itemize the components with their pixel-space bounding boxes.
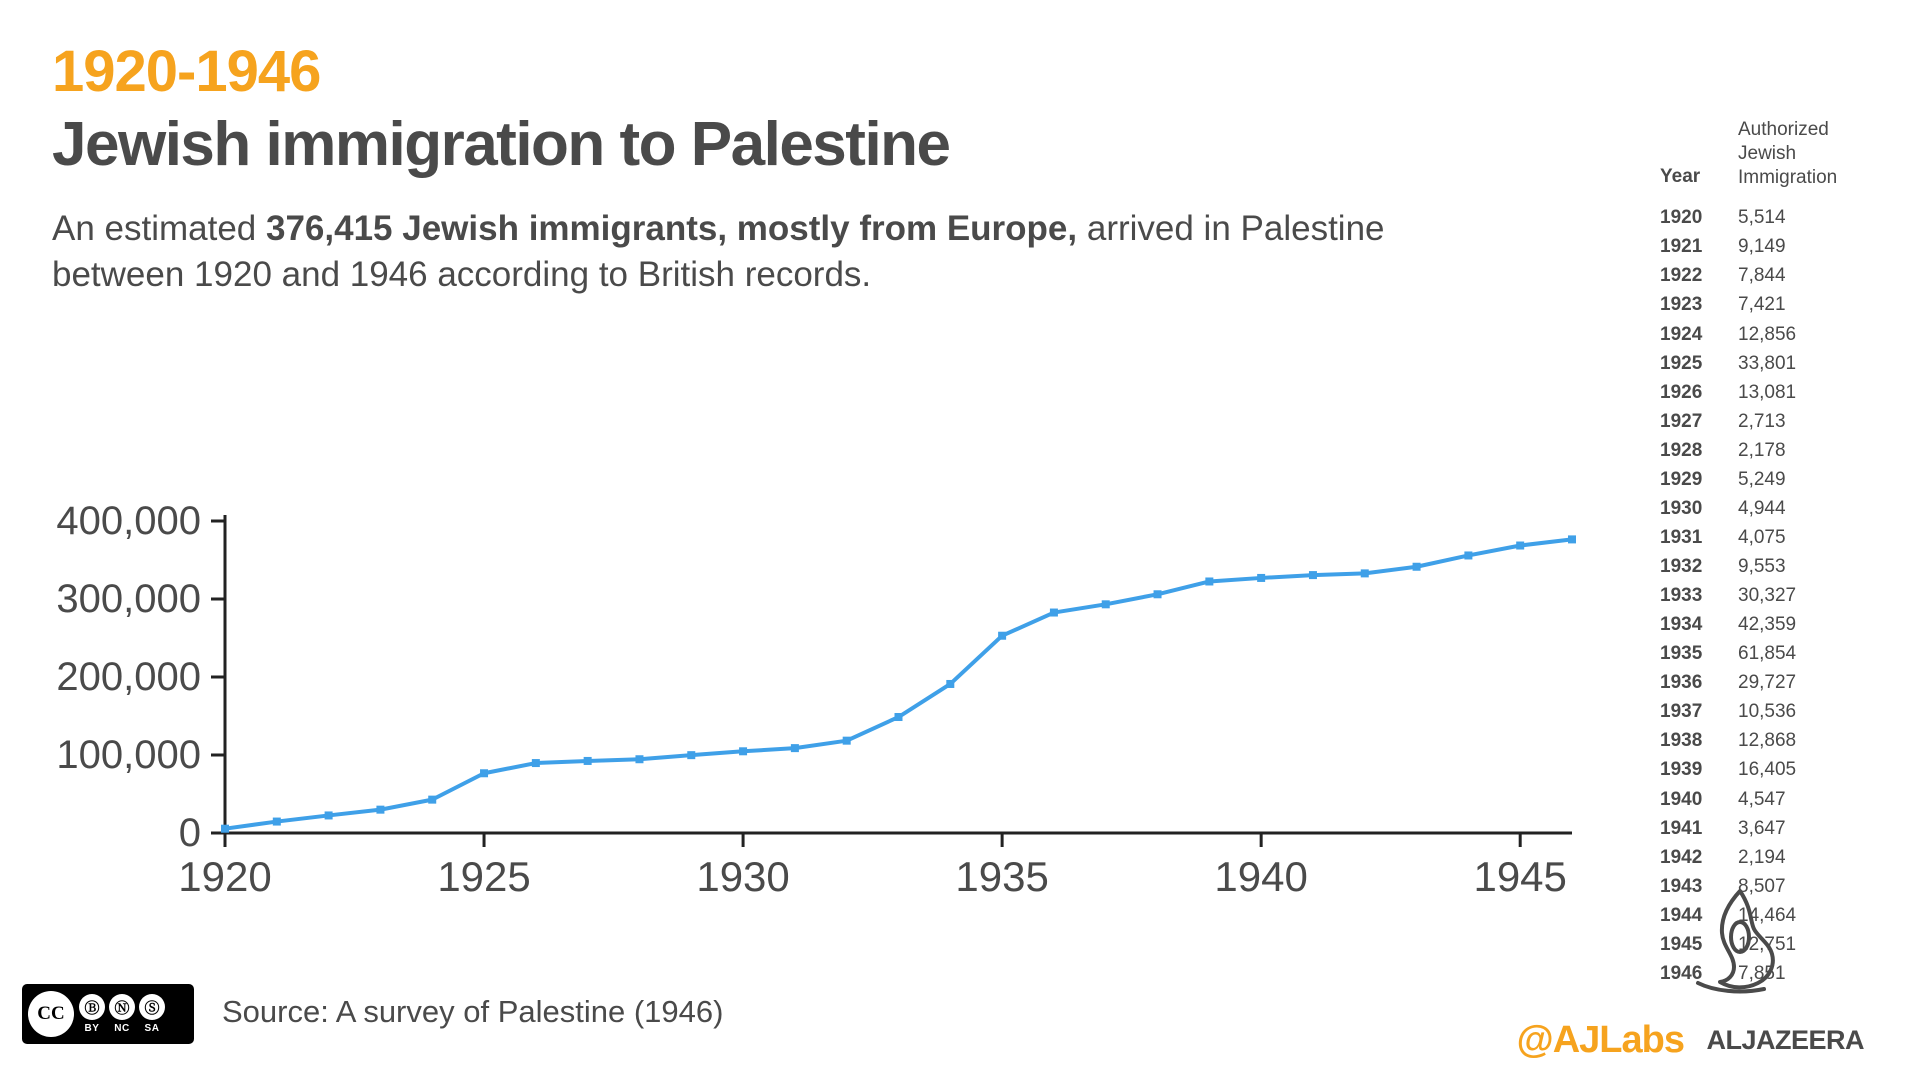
cc-sa-icon: Ⓢ SA (139, 994, 165, 1034)
data-point-marker (428, 796, 436, 804)
table-cell-year: 1927 (1660, 410, 1703, 432)
series-line (225, 539, 1572, 828)
table-cell-year: 1925 (1660, 352, 1703, 374)
x-axis-label: 1930 (696, 853, 790, 900)
y-axis-label: 300,000 (56, 577, 201, 621)
table-cell-year: 1936 (1660, 672, 1703, 694)
data-point-marker (1309, 571, 1317, 579)
table-row (1660, 494, 1890, 523)
table-row (1660, 378, 1890, 407)
table-header (1660, 118, 1890, 189)
cc-icon: CC (28, 991, 74, 1037)
table-row (1660, 843, 1890, 872)
table-cell-value: 9,149 (1738, 236, 1786, 258)
aljazeera-wordmark: ALJAZEERA (1706, 1025, 1864, 1055)
table-row (1660, 581, 1890, 610)
table-cell-value: 33,801 (1738, 352, 1797, 374)
table-row (1660, 552, 1890, 581)
data-point-marker (635, 755, 643, 763)
table-header-year: Year (1660, 166, 1701, 188)
data-point-marker (584, 757, 592, 765)
subtitle-suffix: arrived in Palestine between 1920 and 1946 according to British records. (52, 209, 1385, 295)
aljazeera-logo-icon (1680, 885, 1800, 995)
table-cell-value: 29,727 (1738, 672, 1797, 694)
data-point-marker (843, 737, 851, 745)
cc-license-icons (79, 994, 165, 1034)
data-point-marker (1102, 600, 1110, 608)
table-cell-year: 1941 (1660, 817, 1703, 839)
table-cell-value: 7,421 (1738, 294, 1786, 316)
table-row (1660, 610, 1890, 639)
table-cell-year: 1929 (1660, 468, 1703, 490)
creative-commons-badge (22, 984, 194, 1044)
data-point-marker (1154, 590, 1162, 598)
table-cell-value: 5,249 (1738, 468, 1786, 490)
table-cell-value: 7,844 (1738, 265, 1786, 287)
table-cell-year: 1939 (1660, 759, 1703, 781)
x-axis-label: 1935 (955, 853, 1049, 900)
table-row (1660, 349, 1890, 378)
x-axis-label: 1920 (178, 853, 272, 900)
table-header-value: Authorized Jewish Immigration (1738, 119, 1838, 188)
table-cell-year: 1921 (1660, 236, 1703, 258)
table-cell-value: 4,547 (1738, 788, 1786, 810)
table-row (1660, 785, 1890, 814)
table-row (1660, 726, 1890, 755)
y-axis-label: 0 (178, 811, 201, 855)
x-axis-label: 1940 (1214, 853, 1308, 900)
table-cell-year: 1933 (1660, 585, 1703, 607)
data-point-marker (946, 680, 954, 688)
table-cell-year: 1930 (1660, 497, 1703, 519)
table-body (1660, 203, 1890, 988)
table-cell-year: 1928 (1660, 439, 1703, 461)
table-cell-value: 14,464 (1738, 904, 1797, 926)
subtitle (52, 206, 1502, 298)
table-cell-year: 1931 (1660, 526, 1703, 548)
data-point-marker (1205, 577, 1213, 585)
table-cell-value: 42,359 (1738, 614, 1797, 636)
branding (1484, 885, 1884, 1070)
data-point-marker (376, 806, 384, 814)
data-point-marker (221, 825, 229, 833)
data-point-marker (739, 747, 747, 755)
table-cell-value: 13,081 (1738, 381, 1797, 403)
x-axis-label: 1945 (1473, 853, 1567, 900)
table-cell-year: 1938 (1660, 730, 1703, 752)
table-cell-value: 10,536 (1738, 701, 1797, 723)
table-cell-year: 1937 (1660, 701, 1703, 723)
data-point-marker (791, 744, 799, 752)
data-point-marker (532, 759, 540, 767)
header (52, 39, 1592, 299)
table-row (1660, 320, 1890, 349)
table-row (1660, 814, 1890, 843)
data-point-marker (895, 713, 903, 721)
table-row (1660, 261, 1890, 290)
table-row (1660, 232, 1890, 261)
table-cell-year: 1934 (1660, 614, 1703, 636)
y-axis-label: 200,000 (56, 655, 201, 699)
table-cell-value: 30,327 (1738, 585, 1797, 607)
y-axis-label: 100,000 (56, 733, 201, 777)
data-point-marker (687, 751, 695, 759)
table-cell-year: 1926 (1660, 381, 1703, 403)
table-cell-value: 3,647 (1738, 817, 1786, 839)
y-axis-label: 400,000 (56, 505, 201, 543)
data-point-marker (1516, 542, 1524, 550)
table-cell-value: 4,944 (1738, 497, 1786, 519)
table-cell-value: 12,856 (1738, 323, 1797, 345)
table-cell-value: 2,194 (1738, 846, 1786, 868)
cc-nc-icon: Ⓝ NC (109, 994, 135, 1034)
data-point-marker (1568, 535, 1576, 543)
table-cell-year: 1922 (1660, 265, 1703, 287)
table-cell-value: 12,868 (1738, 730, 1797, 752)
cc-by-icon: Ⓑ BY (79, 994, 105, 1034)
table-cell-year: 1942 (1660, 846, 1703, 868)
table-cell-value: 5,514 (1738, 207, 1786, 229)
table-row (1660, 407, 1890, 436)
data-table (1660, 118, 1890, 988)
table-row (1660, 668, 1890, 697)
table-cell-value: 8,507 (1738, 875, 1786, 897)
data-point-marker (325, 811, 333, 819)
table-cell-year: 1946 (1660, 962, 1703, 984)
page-title: Jewish immigration to Palestine (52, 109, 950, 179)
ajlabs-wordmark: @AJLabs (1516, 1019, 1684, 1061)
table-cell-year: 1935 (1660, 643, 1703, 665)
data-point-marker (480, 769, 488, 777)
table-row (1660, 203, 1890, 232)
data-point-marker (998, 632, 1006, 640)
table-row (1660, 523, 1890, 552)
table-cell-year: 1920 (1660, 207, 1703, 229)
table-cell-year: 1932 (1660, 556, 1703, 577)
data-point-marker (1361, 569, 1369, 577)
table-cell-year: 1923 (1660, 294, 1703, 316)
table-cell-year: 1940 (1660, 788, 1703, 810)
table-row (1660, 290, 1890, 319)
line-chart (40, 505, 1620, 905)
data-point-marker (1050, 609, 1058, 617)
table-cell-year: 1944 (1660, 904, 1703, 926)
table-cell-year: 1924 (1660, 323, 1703, 345)
chart-svg (40, 505, 1620, 905)
data-point-marker (1464, 551, 1472, 559)
table-cell-year: 1943 (1660, 875, 1703, 897)
x-axis-label: 1925 (437, 853, 531, 900)
table-cell-value: 9,553 (1738, 556, 1786, 577)
table-cell-value: 12,751 (1738, 933, 1797, 955)
data-point-marker (1257, 574, 1265, 582)
table-row (1660, 697, 1890, 726)
table-cell-value: 16,405 (1738, 759, 1797, 781)
table-cell-value: 2,178 (1738, 439, 1786, 461)
table-row (1660, 436, 1890, 465)
subtitle-highlight: 376,415 Jewish immigrants, mostly from Europe, (266, 209, 1078, 249)
table-cell-value: 7,851 (1738, 962, 1786, 984)
table-row (1660, 639, 1890, 668)
footer (0, 980, 1920, 1080)
data-point-marker (1413, 563, 1421, 571)
subtitle-prefix: An estimated (52, 209, 266, 249)
table-row (1660, 465, 1890, 494)
table-cell-year: 1945 (1660, 933, 1703, 955)
table-cell-value: 4,075 (1738, 526, 1786, 548)
kicker-date-range: 1920-1946 (52, 39, 321, 104)
table-cell-value: 2,713 (1738, 410, 1786, 432)
table-cell-value: 61,854 (1738, 643, 1797, 665)
data-point-marker (273, 818, 281, 826)
table-row (1660, 755, 1890, 784)
source-credit: Source: A survey of Palestine (1946) (222, 994, 724, 1029)
